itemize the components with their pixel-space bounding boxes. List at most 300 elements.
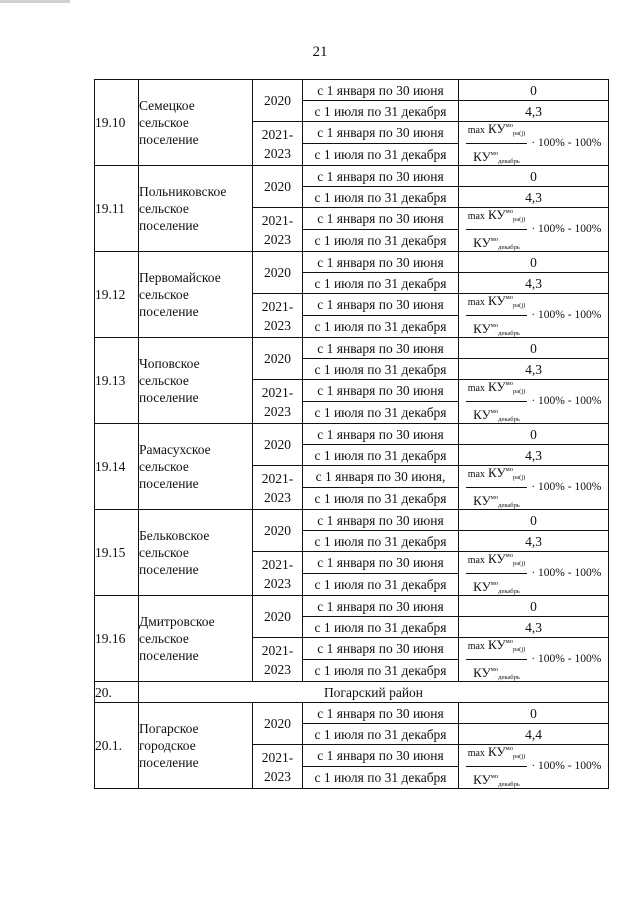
value-label: 4,3 bbox=[525, 533, 542, 549]
value-label: 0 bbox=[530, 512, 537, 528]
year-range-cell bbox=[253, 745, 303, 789]
year-label: 2020 bbox=[264, 179, 291, 194]
row-number-cell bbox=[95, 166, 139, 252]
row-number: 19.16 bbox=[95, 631, 126, 646]
region-name: Погарский район bbox=[323, 684, 424, 700]
year-range-line: 2023 bbox=[264, 575, 291, 591]
tariff-formula bbox=[459, 467, 608, 509]
formula-numerator bbox=[466, 638, 528, 661]
formula-sup: мо bbox=[505, 638, 514, 645]
settlement-name-line: Чоповское bbox=[139, 356, 200, 371]
formula-ky: КУ bbox=[473, 149, 491, 164]
formula-fraction bbox=[466, 638, 528, 682]
period-label: с 1 июля по 31 декабря bbox=[314, 491, 447, 506]
year-range-line: 2021- bbox=[261, 298, 294, 314]
period-label: с 1 июля по 31 декабря bbox=[314, 319, 447, 334]
period-cell bbox=[303, 273, 459, 294]
period-label: с 1 июля по 31 декабря bbox=[314, 189, 447, 205]
period-cell bbox=[303, 703, 459, 724]
formula-sup: мо bbox=[505, 552, 514, 559]
settlement-name-cell bbox=[139, 510, 253, 596]
formula-numerator bbox=[466, 294, 528, 317]
period-label: с 1 июля по 31 декабря bbox=[314, 233, 447, 248]
settlement-name-line: Рамасухское bbox=[139, 442, 211, 457]
formula-sub: декабрь bbox=[498, 588, 520, 595]
year-range-line: 2021- bbox=[261, 384, 294, 400]
value-label: 4,3 bbox=[525, 103, 542, 119]
period-label: с 1 января по 30 июня bbox=[317, 297, 444, 312]
value-label: 0 bbox=[530, 82, 537, 98]
formula-ky: КУ bbox=[473, 665, 491, 680]
row-number-cell bbox=[95, 424, 139, 510]
period-cell bbox=[303, 531, 459, 552]
row-number: 19.11 bbox=[95, 201, 125, 216]
formula-sub: ра(j) bbox=[513, 646, 526, 653]
formula-cell bbox=[459, 552, 609, 596]
period-label: с 1 июля по 31 декабря bbox=[314, 770, 447, 785]
settlement-name-line: поселение bbox=[139, 476, 199, 491]
formula-max: max bbox=[467, 383, 485, 394]
formula-ky: КУ bbox=[473, 772, 491, 787]
value-label: 0 bbox=[530, 598, 537, 614]
table-row bbox=[95, 424, 609, 445]
formula-sup: мо bbox=[505, 122, 514, 129]
period-cell bbox=[303, 338, 459, 359]
formula-tail: · 100% - 100% bbox=[531, 223, 602, 235]
row-number-cell bbox=[95, 596, 139, 682]
period-label: с 1 января по 30 июня bbox=[317, 383, 444, 398]
year-range-line: 2023 bbox=[264, 403, 291, 419]
year-cell bbox=[253, 703, 303, 745]
settlement-name-line: поселение bbox=[139, 304, 199, 319]
period-label: с 1 июля по 31 декабря bbox=[314, 533, 447, 549]
row-number-cell bbox=[95, 80, 139, 166]
formula-denominator bbox=[473, 767, 520, 789]
period-cell bbox=[303, 488, 459, 510]
period-cell bbox=[303, 596, 459, 617]
period-cell bbox=[303, 638, 459, 660]
formula-tail: · 100% - 100% bbox=[531, 760, 602, 772]
formula-sup: мо bbox=[490, 494, 499, 501]
period-label: с 1 января по 30 июня bbox=[317, 426, 444, 442]
period-cell bbox=[303, 187, 459, 208]
value-cell bbox=[459, 424, 609, 445]
settlement-name-cell bbox=[139, 424, 253, 510]
settlement-name-cell bbox=[139, 166, 253, 252]
period-label: с 1 июля по 31 декабря bbox=[314, 726, 447, 742]
table-row bbox=[95, 166, 609, 187]
year-range-cell bbox=[253, 380, 303, 424]
value-cell bbox=[459, 338, 609, 359]
year-range-cell bbox=[253, 208, 303, 252]
value-cell bbox=[459, 596, 609, 617]
period-cell bbox=[303, 144, 459, 166]
formula-cell bbox=[459, 294, 609, 338]
year-range-line: 2023 bbox=[264, 489, 291, 505]
year-cell bbox=[253, 510, 303, 552]
row-number-cell bbox=[95, 252, 139, 338]
row-number-cell bbox=[95, 703, 139, 789]
period-cell bbox=[303, 80, 459, 101]
value-cell bbox=[459, 445, 609, 466]
formula-numerator bbox=[466, 122, 528, 145]
formula-fraction bbox=[466, 380, 528, 424]
formula-sup: мо bbox=[505, 745, 514, 752]
year-range-cell bbox=[253, 122, 303, 166]
year-range-line: 2021- bbox=[261, 212, 294, 228]
formula-ky: КУ bbox=[488, 744, 506, 759]
period-cell bbox=[303, 660, 459, 682]
formula-max: max bbox=[467, 297, 485, 308]
formula-sub: ра(j) bbox=[513, 216, 526, 223]
formula-numerator bbox=[466, 745, 528, 768]
value-cell bbox=[459, 359, 609, 380]
settlement-name-line: сельское bbox=[139, 201, 189, 216]
formula-cell bbox=[459, 208, 609, 252]
formula-ky: КУ bbox=[473, 407, 491, 422]
year-range-cell bbox=[253, 466, 303, 510]
formula-cell bbox=[459, 745, 609, 789]
formula-tail: · 100% - 100% bbox=[531, 653, 602, 665]
year-range-line: 2021- bbox=[261, 749, 294, 765]
value-cell bbox=[459, 187, 609, 208]
value-cell bbox=[459, 101, 609, 122]
year-label: 2020 bbox=[264, 609, 291, 624]
value-cell bbox=[459, 617, 609, 638]
formula-max: max bbox=[467, 748, 485, 759]
period-cell bbox=[303, 166, 459, 187]
formula-tail: · 100% - 100% bbox=[531, 481, 602, 493]
year-cell bbox=[253, 166, 303, 208]
formula-ky: КУ bbox=[488, 379, 506, 394]
formula-denominator bbox=[473, 144, 520, 166]
table-row bbox=[95, 80, 609, 101]
year-range-line: 2021- bbox=[261, 556, 294, 572]
formula-sup: мо bbox=[490, 322, 499, 329]
period-label: с 1 января по 30 июня bbox=[317, 168, 444, 184]
value-label: 0 bbox=[530, 168, 537, 184]
value-label: 4,3 bbox=[525, 275, 542, 291]
period-label: с 1 января по 30 июня bbox=[317, 555, 444, 570]
value-label: 0 bbox=[530, 340, 537, 356]
formula-denominator bbox=[473, 230, 520, 252]
tariff-formula bbox=[459, 209, 608, 251]
year-cell bbox=[253, 252, 303, 294]
formula-cell bbox=[459, 638, 609, 682]
formula-denominator bbox=[473, 660, 520, 682]
row-number: 20.1. bbox=[95, 738, 122, 753]
year-range-line: 2023 bbox=[264, 145, 291, 161]
year-range-line: 2023 bbox=[264, 317, 291, 333]
period-cell bbox=[303, 208, 459, 230]
tariff-formula bbox=[459, 123, 608, 165]
year-cell bbox=[253, 424, 303, 466]
period-cell bbox=[303, 745, 459, 767]
row-number-cell bbox=[95, 338, 139, 424]
formula-tail: · 100% - 100% bbox=[531, 137, 602, 149]
year-range-cell bbox=[253, 552, 303, 596]
period-cell bbox=[303, 316, 459, 338]
settlement-name-line: сельское bbox=[139, 115, 189, 130]
formula-sup: мо bbox=[490, 408, 499, 415]
period-cell bbox=[303, 424, 459, 445]
year-range-line: 2023 bbox=[264, 661, 291, 677]
value-cell bbox=[459, 273, 609, 294]
formula-ky: КУ bbox=[488, 293, 506, 308]
period-label: с 1 января по 30 июня bbox=[317, 748, 444, 763]
settlement-name-line: сельское bbox=[139, 631, 189, 646]
table-row bbox=[95, 338, 609, 359]
year-range-cell bbox=[253, 294, 303, 338]
formula-denominator bbox=[473, 488, 520, 510]
value-cell bbox=[459, 166, 609, 187]
year-range-cell bbox=[253, 638, 303, 682]
period-label: с 1 января по 30 июня bbox=[317, 641, 444, 656]
period-label: с 1 января по 30 июня bbox=[317, 254, 444, 270]
settlement-name-line: сельское bbox=[139, 373, 189, 388]
settlement-name-line: Семецкое bbox=[139, 98, 195, 113]
settlement-name-cell bbox=[139, 338, 253, 424]
period-label: с 1 января по 30 июня bbox=[317, 211, 444, 226]
settlement-name-cell bbox=[139, 80, 253, 166]
year-label: 2020 bbox=[264, 93, 291, 108]
tariff-table-body bbox=[95, 80, 609, 789]
period-label: с 1 января по 30 июня bbox=[317, 512, 444, 528]
formula-sub: декабрь bbox=[498, 674, 520, 681]
table-row bbox=[95, 252, 609, 273]
period-cell bbox=[303, 466, 459, 488]
period-label: с 1 января по 30 июня bbox=[317, 340, 444, 356]
formula-denominator bbox=[473, 402, 520, 424]
formula-sub: ра(j) bbox=[513, 302, 526, 309]
year-label: 2020 bbox=[264, 265, 291, 280]
formula-max: max bbox=[467, 125, 485, 136]
period-label: с 1 января по 30 июня bbox=[317, 82, 444, 98]
formula-sub: ра(j) bbox=[513, 560, 526, 567]
period-cell bbox=[303, 767, 459, 789]
row-number: 19.13 bbox=[95, 373, 126, 388]
table-row bbox=[95, 703, 609, 724]
year-label: 2020 bbox=[264, 523, 291, 538]
period-cell bbox=[303, 724, 459, 745]
period-label: с 1 июля по 31 декабря bbox=[314, 577, 447, 592]
formula-ky: КУ bbox=[473, 235, 491, 250]
formula-sub: ра(j) bbox=[513, 753, 526, 760]
settlement-name-cell bbox=[139, 252, 253, 338]
settlement-name-line: поселение bbox=[139, 218, 199, 233]
formula-sup: мо bbox=[490, 773, 499, 780]
settlement-name-line: Дмитровское bbox=[139, 614, 215, 629]
period-cell bbox=[303, 380, 459, 402]
value-cell bbox=[459, 703, 609, 724]
tariff-formula bbox=[459, 746, 608, 788]
formula-fraction bbox=[466, 122, 528, 166]
settlement-name-line: городское bbox=[139, 738, 196, 753]
formula-sub: ра(j) bbox=[513, 130, 526, 137]
period-cell bbox=[303, 445, 459, 466]
year-range-line: 2023 bbox=[264, 231, 291, 247]
row-number-cell bbox=[95, 510, 139, 596]
settlement-name-line: поселение bbox=[139, 648, 199, 663]
settlement-name-line: Погарское bbox=[139, 721, 199, 736]
table-row bbox=[95, 510, 609, 531]
period-cell bbox=[303, 510, 459, 531]
formula-ky: КУ bbox=[488, 121, 506, 136]
year-range-line: 2021- bbox=[261, 126, 294, 142]
period-label: с 1 января по 30 июня bbox=[317, 125, 444, 140]
settlement-name-line: сельское bbox=[139, 459, 189, 474]
formula-numerator bbox=[466, 208, 528, 231]
formula-sup: мо bbox=[505, 380, 514, 387]
settlement-name-line: Первомайское bbox=[139, 270, 221, 285]
formula-numerator bbox=[466, 552, 528, 575]
value-label: 0 bbox=[530, 254, 537, 270]
period-label: с 1 января по 30 июня bbox=[317, 598, 444, 614]
period-cell bbox=[303, 617, 459, 638]
formula-fraction bbox=[466, 745, 528, 789]
formula-max: max bbox=[467, 211, 485, 222]
period-cell bbox=[303, 359, 459, 380]
value-label: 0 bbox=[530, 426, 537, 442]
row-number: 19.14 bbox=[95, 459, 126, 474]
formula-max: max bbox=[467, 469, 485, 480]
row-number: 19.15 bbox=[95, 545, 126, 560]
formula-denominator bbox=[473, 574, 520, 596]
value-label: 4,4 bbox=[525, 726, 542, 742]
formula-sub: декабрь bbox=[498, 502, 520, 509]
period-cell bbox=[303, 122, 459, 144]
period-label: с 1 июля по 31 декабря bbox=[314, 405, 447, 420]
region-number: 20. bbox=[95, 684, 112, 700]
year-range-line: 2023 bbox=[264, 768, 291, 784]
formula-sup: мо bbox=[490, 150, 499, 157]
formula-fraction bbox=[466, 466, 528, 510]
formula-sub: декабрь bbox=[498, 781, 520, 788]
formula-max: max bbox=[467, 555, 485, 566]
formula-ky: КУ bbox=[488, 465, 506, 480]
year-cell bbox=[253, 338, 303, 380]
period-cell bbox=[303, 574, 459, 596]
formula-sup: мо bbox=[505, 294, 514, 301]
year-range-line: 2021- bbox=[261, 642, 294, 658]
period-cell bbox=[303, 230, 459, 252]
value-label: 4,3 bbox=[525, 189, 542, 205]
settlement-name-line: Бельковское bbox=[139, 528, 210, 543]
year-cell bbox=[253, 80, 303, 122]
year-label: 2020 bbox=[264, 716, 291, 731]
formula-fraction bbox=[466, 294, 528, 338]
period-label: с 1 июля по 31 декабря bbox=[314, 663, 447, 678]
formula-ky: КУ bbox=[473, 321, 491, 336]
formula-ky: КУ bbox=[488, 551, 506, 566]
period-cell bbox=[303, 552, 459, 574]
formula-sub: декабрь bbox=[498, 416, 520, 423]
formula-numerator bbox=[466, 380, 528, 403]
formula-sup: мо bbox=[490, 580, 499, 587]
formula-ky: КУ bbox=[488, 207, 506, 222]
period-cell bbox=[303, 101, 459, 122]
row-number: 19.10 bbox=[95, 115, 126, 130]
formula-cell bbox=[459, 380, 609, 424]
settlement-name-cell bbox=[139, 703, 253, 789]
tariff-table bbox=[94, 79, 609, 789]
formula-sub: ра(j) bbox=[513, 474, 526, 481]
year-label: 2020 bbox=[264, 351, 291, 366]
period-cell bbox=[303, 402, 459, 424]
formula-cell bbox=[459, 466, 609, 510]
tariff-formula bbox=[459, 639, 608, 681]
period-label: с 1 июля по 31 декабря bbox=[314, 361, 447, 377]
formula-sup: мо bbox=[490, 666, 499, 673]
formula-cell bbox=[459, 122, 609, 166]
value-label: 4,3 bbox=[525, 447, 542, 463]
formula-sup: мо bbox=[505, 466, 514, 473]
period-label: с 1 июля по 31 декабря bbox=[314, 147, 447, 162]
settlement-name-line: поселение bbox=[139, 132, 199, 147]
year-cell bbox=[253, 596, 303, 638]
tariff-formula bbox=[459, 295, 608, 337]
region-row bbox=[95, 682, 609, 703]
formula-ky: КУ bbox=[488, 637, 506, 652]
settlement-name-line: поселение bbox=[139, 390, 199, 405]
period-cell bbox=[303, 252, 459, 273]
value-cell bbox=[459, 531, 609, 552]
value-label: 4,3 bbox=[525, 619, 542, 635]
scan-edge-mark bbox=[0, 0, 70, 3]
formula-sub: декабрь bbox=[498, 158, 520, 165]
formula-fraction bbox=[466, 208, 528, 252]
period-label: с 1 июля по 31 декабря bbox=[314, 619, 447, 635]
formula-fraction bbox=[466, 552, 528, 596]
settlement-name-line: поселение bbox=[139, 755, 199, 770]
tariff-formula bbox=[459, 381, 608, 423]
formula-numerator bbox=[466, 466, 528, 489]
period-label: с 1 июля по 31 декабря bbox=[314, 103, 447, 119]
settlement-name-line: сельское bbox=[139, 287, 189, 302]
region-name-cell bbox=[139, 682, 609, 703]
value-label: 0 bbox=[530, 705, 537, 721]
formula-sub: декабрь bbox=[498, 330, 520, 337]
year-label: 2020 bbox=[264, 437, 291, 452]
page-number: 21 bbox=[312, 44, 328, 60]
formula-sub: декабрь bbox=[498, 244, 520, 251]
value-cell bbox=[459, 252, 609, 273]
period-label: с 1 января по 30 июня bbox=[317, 705, 444, 721]
settlement-name-cell bbox=[139, 596, 253, 682]
year-range-line: 2021- bbox=[261, 470, 294, 486]
value-cell bbox=[459, 510, 609, 531]
row-number: 19.12 bbox=[95, 287, 126, 302]
formula-tail: · 100% - 100% bbox=[531, 309, 602, 321]
tariff-formula bbox=[459, 553, 608, 595]
period-label: с 1 июля по 31 декабря bbox=[314, 447, 447, 463]
value-label: 4,3 bbox=[525, 361, 542, 377]
formula-sup: мо bbox=[505, 208, 514, 215]
region-number-cell bbox=[95, 682, 139, 703]
settlement-name-line: сельское bbox=[139, 545, 189, 560]
value-cell bbox=[459, 724, 609, 745]
formula-sub: ра(j) bbox=[513, 388, 526, 395]
settlement-name-line: поселение bbox=[139, 562, 199, 577]
value-cell bbox=[459, 80, 609, 101]
formula-max: max bbox=[467, 641, 485, 652]
formula-sup: мо bbox=[490, 236, 499, 243]
period-label: с 1 июля по 31 декабря bbox=[314, 275, 447, 291]
formula-tail: · 100% - 100% bbox=[531, 395, 602, 407]
settlement-name-line: Польниковское bbox=[139, 184, 227, 199]
formula-ky: КУ bbox=[473, 579, 491, 594]
period-cell bbox=[303, 294, 459, 316]
